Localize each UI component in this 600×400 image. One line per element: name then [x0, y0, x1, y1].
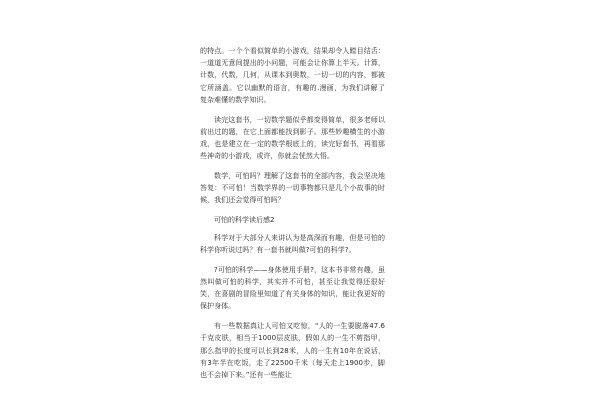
paragraph-1: 的特点。一个个看似简单的小游戏，结果却令人瞠目结舌：一道道无意间提出的小问题，可能会让你算上半天。计算，计数，代数，几何，从课本到奥数，一切一切的内容，都被它所涵盖。它以幽默的语言，有趣的.漫画，为我们讲解了复杂难懂的数学知识。	[200, 47, 385, 104]
paragraph-3: 数学，可怕吗？理解了这套书的全部内容，我会坚决地答复：不可怕！当数学界的一切事物都只是几个小故事的时候，我们还会觉得可怕吗？	[200, 171, 385, 205]
paragraph-5: ?可怕的科学——身体使用手册?，这本书非常有趣，虽然叫做可怕的科学，其实并不可怕，甚至让我觉得还很好笑，在喜剧的冒险里知道了有关身体的知识，能让我更好的保护身体。	[200, 265, 385, 311]
paragraph-4: 科学对于大部分人来讲认为是高深而有趣，但是可怕的科学你听说过吗？有一套书就叫做?可怕的科学?。	[200, 233, 385, 255]
paragraph-2: 读完这套书，一切数学题似乎都变得简单，很多老师以前出过的题，在它上面都能找到影子。那些妙趣横生的小游戏，也是建立在一定的数学根底上的，读完好套书，再看那些神奇的小游戏，或许，你就会恍然大悟。	[200, 115, 385, 161]
document-body	[200, 45, 385, 389]
section-heading: 可怕的科学读后感2	[214, 215, 275, 224]
paragraph-6: 有一些数据真让人可怕又吃惊，“人的一生要脱落47.6千克皮肤，相当于1000层皮肤，假如人的一生不剪指甲，那么指甲的长度可以长到28米，人的一生有10年在说话，有3年半在吃饭，走了22500千米（每天走上1900步，脚也不会掉下来。”还有一些能让	[200, 322, 385, 379]
